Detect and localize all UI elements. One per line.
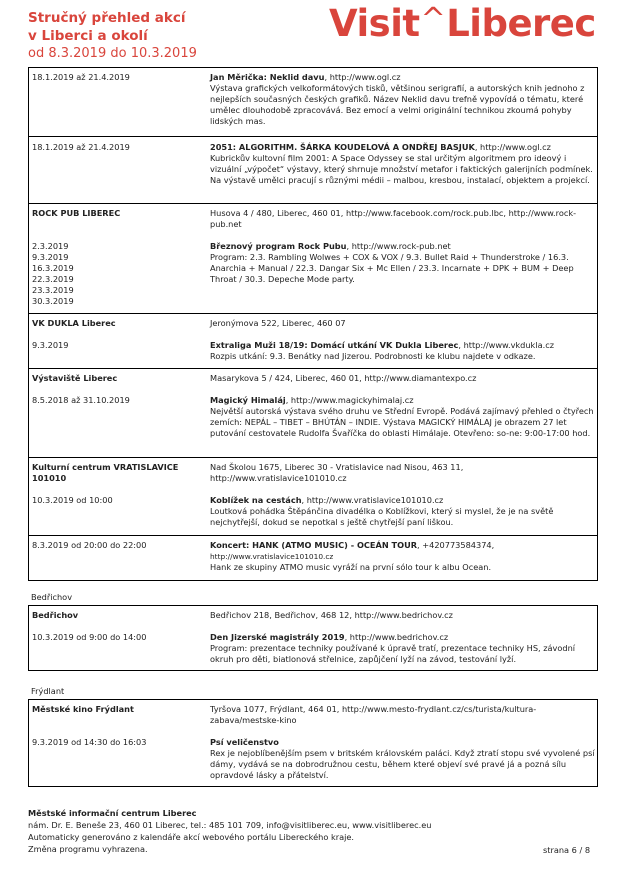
event-title: Den Jizerské magistrály 2019 xyxy=(210,632,345,642)
event-url[interactable]: , http://www.bedrichov.cz xyxy=(344,632,449,642)
event-title: Koncert: HANK (ATMO MUSIC) - OCEÁN TOUR xyxy=(210,540,418,550)
venue-name: ROCK PUB LIBEREC xyxy=(32,208,121,218)
event-title: Magický Himaláj xyxy=(210,395,286,405)
section-heading-bedrichov: Bedřichov xyxy=(31,592,73,602)
event-url[interactable]: , http://www.ogl.cz xyxy=(474,142,551,152)
footer-note-generated: Automaticky generováno z kalendáře akcí webového portálu Libereckého kraje. xyxy=(28,832,355,842)
venue-name: Kulturní centrum VRATISLAVICE 101010 xyxy=(32,462,179,483)
venue-block xyxy=(29,204,597,314)
event-title: Psí veličenstvo xyxy=(210,737,279,747)
event-title-line xyxy=(210,241,595,252)
event-url[interactable]: , http://www.rock-pub.net xyxy=(346,241,451,251)
frydlant-events-table xyxy=(28,699,598,787)
event-title: Jan Měrička: Neklid davu xyxy=(210,72,325,82)
event-date: 8.5.2018 až 31.10.2019 xyxy=(32,395,130,405)
event-description: Loutková pohádka Štěpánčina divadélka o Koblížkovi, který si myslel, že je na světě nejchytřejší, dokud se nepotkal s ještě chytřejší paní liškou. xyxy=(210,506,554,527)
event-url[interactable]: , +420773584374, xyxy=(417,540,495,550)
document-title xyxy=(28,9,186,45)
event-title: Extraliga Muži 18/19: Domácí utkání VK Dukla Liberec xyxy=(210,340,459,350)
event-title-line xyxy=(210,632,595,643)
venue-address: Husova 4 / 480, Liberec, 460 01, http://www.facebook.com/rock.pub.lbc, http://www.rock-pub.net xyxy=(210,208,577,229)
event-dates-list xyxy=(32,241,74,307)
event-title: 2051: ALGORITHM. ŠÁRKA KOUDELOVÁ A ONDŘEJ BASJUK xyxy=(210,142,475,152)
event-date: 16.3.2019 xyxy=(32,263,74,273)
venue-block xyxy=(29,369,597,458)
footer-address: nám. Dr. E. Beneše 23, 460 01 Liberec, tel.: 485 101 709, info@visitliberec.eu, www.visitliberec.eu xyxy=(28,820,432,830)
footer-organization: Městské informační centrum Liberec xyxy=(28,808,197,818)
event-description: Rozpis utkání: 9.3. Benátky nad Jizerou. Podrobnosti ke klubu najdete v odkaze. xyxy=(210,351,536,361)
event-date: 8.3.2019 od 20:00 do 22:00 xyxy=(32,540,147,550)
event-title: Koblížek na cestách xyxy=(210,495,302,505)
event-url[interactable]: , http://www.magickyhimalaj.cz xyxy=(285,395,414,405)
event-date: 10.3.2019 od 9:00 do 14:00 xyxy=(32,632,147,642)
event-title-line xyxy=(210,495,595,506)
event-description: Rex je nejoblíbenějším psem v britském královském paláci. Když ztratí stopu své vyvolené psí dámy, vydává se na dobrodružnou cestu, během které objeví své pravé já a pozná sílu opravdové lásky a přátelství. xyxy=(210,748,595,780)
liberec-events-table xyxy=(28,67,598,581)
event-url[interactable]: , http://www.vkdukla.cz xyxy=(458,340,554,350)
event-description: Program: prezentace techniky používané k úpravě tratí, prezentace techniky HS, závodní okruh pro děti, biatlonová střelnice, zapůjčení lyží na závod, testování lyží. xyxy=(210,643,576,664)
event-date: 22.3.2019 xyxy=(32,274,74,284)
event-date: 2.3.2019 xyxy=(32,241,69,251)
venue-name: VK DUKLA Liberec xyxy=(32,318,116,328)
venue-address: Nad Školou 1675, Liberec 30 - Vratislavice nad Nisou, 463 11, http://www.vratislavice101010.cz xyxy=(210,462,464,483)
event-date: 18.1.2019 až 21.4.2019 xyxy=(32,142,130,152)
event-date: 9.3.2019 od 14:30 do 16:03 xyxy=(32,737,147,747)
event-title-line xyxy=(210,340,595,351)
event-url[interactable]: , http://www.vratislavice101010.cz xyxy=(301,495,444,505)
event-date: 9.3.2019 xyxy=(32,252,69,262)
event-url-2[interactable]: http://www.vratislavice101010.cz xyxy=(210,552,334,561)
event-row xyxy=(29,137,597,204)
venue-block xyxy=(29,458,597,536)
event-title: Březnový program Rock Pubu xyxy=(210,241,347,251)
event-description: Program: 2.3. Rambling Wolwes + COX & VOX / 9.3. Bullet Raid + Thunderstroke / 16.3. Anarchia + Manual / 22.3. Dangar Six + Mc Ellen / 23.3. Incarnate + DPK + BUM + Deep Throat / 30.3. Depeche Mode party. xyxy=(210,252,574,284)
bedrichov-events-table xyxy=(28,605,598,671)
event-url[interactable]: , http://www.ogl.cz xyxy=(324,72,401,82)
event-description: Hank ze skupiny ATMO music vyráží na první sólo tour k albu Ocean. xyxy=(210,562,492,572)
event-description: Kubrickův kultovní film 2001: A Space Odyssey se stal určitým algoritmem pro ideový i vizuální „výpočet“ výstavy, který shrnuje množství metafor i faktických galerijních podmínek. Na výstavě umělci pracují s různými médii – malbou, kresbou, instalací, objektem a projekcí. xyxy=(210,153,593,185)
venue-address: Masarykova 5 / 424, Liberec, 460 01, http://www.diamantexpo.cz xyxy=(210,373,477,383)
visit-liberec-logo: Visit^Liberec xyxy=(329,2,596,45)
event-date: 18.1.2019 až 21.4.2019 xyxy=(32,72,130,82)
event-description: Největší autorská výstava svého druhu ve Střední Evropě. Podává zajímavý přehled o čtyřech zemích: NEPÁL – TIBET – BHÚTÁN – INDIE. Výstava MAGICKÝ HIMÁLAJ je obrazem 27 let putování cestovatele Rudolfa Švaříčka do oblasti Himálaje. Otevřeno: so-ne: 9:00-17:00 hod. xyxy=(210,406,594,438)
event-row xyxy=(29,536,597,580)
event-title-line xyxy=(210,395,595,406)
event-date: 9.3.2019 xyxy=(32,340,69,350)
event-title-line xyxy=(210,540,595,551)
venue-name: Městské kino Frýdlant xyxy=(32,704,134,714)
title-line-1: Stručný přehled akcí xyxy=(28,10,186,26)
page-number: strana 6 / 8 xyxy=(543,845,591,855)
venue-address: Jeronýmova 522, Liberec, 460 07 xyxy=(210,318,346,328)
event-date: 30.3.2019 xyxy=(32,296,74,306)
event-title-line xyxy=(210,72,595,83)
event-date: 23.3.2019 xyxy=(32,285,74,295)
venue-block xyxy=(29,314,597,369)
venue-address: Bedřichov 218, Bedřichov, 468 12, http://www.bedrichov.cz xyxy=(210,610,453,620)
section-heading-frydlant: Frýdlant xyxy=(31,686,65,696)
venue-name: Výstaviště Liberec xyxy=(32,373,118,383)
event-title-line xyxy=(210,142,595,153)
title-line-2: v Liberci a okolí xyxy=(28,28,148,44)
date-range: od 8.3.2019 do 10.3.2019 xyxy=(28,46,197,61)
venue-address: Tyršova 1077, Frýdlant, 464 01, http://www.mesto-frydlant.cz/cs/turista/kultura-zabava/mestske-kino xyxy=(210,704,537,725)
venue-name: Bedřichov xyxy=(32,610,79,620)
event-row xyxy=(29,68,597,137)
event-description: Výstava grafických velkoformátových tisků, většinou serigrafií, a autorských knih jednoho z nejlepších současných českých grafiků. Název Neklid davu trefně vypovídá o tématu, které umělec dlouhodobě zpracovává. Bez emocí a velmi originální technikou zkoumá pohyby lidských mas. xyxy=(210,83,585,126)
footer-note-changes: Změna programu vyhrazena. xyxy=(28,844,148,854)
event-date: 10.3.2019 od 10:00 xyxy=(32,495,113,505)
